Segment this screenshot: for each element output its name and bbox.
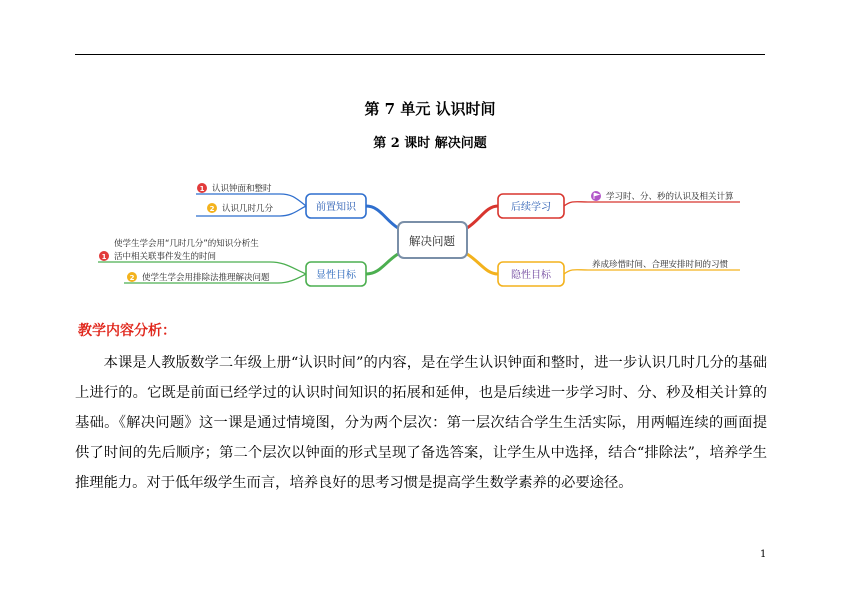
analysis-paragraph: 本课是人教版数学二年级上册“认识时间”的内容，是在学生认识钟面和整时，进一步认识几时几分的基础上进行的。它既是前面已经学过的认识时间知识的拓展和延伸，也是后续进一步学习时、分、秒及相关计算的基础。《解决问题》这一课是通过情境图，分为两个层次：第一层次结合学生生活实际，用两幅连续的画面提供了时间的先后顺序；第二个层次以钟面的形式呈现了备选答案，让学生从中选择，结合“排除法”，培养学生推理能力。对于低年级学生而言，培养良好的思考习惯是提高学生数学素养的必要途径。 bbox=[75, 355, 767, 491]
connector-prior bbox=[366, 206, 398, 228]
svg-text:1: 1 bbox=[199, 185, 205, 193]
explicit-node-label: 显性目标 bbox=[316, 270, 356, 281]
analysis-body bbox=[75, 348, 767, 498]
hidden-node-label: 隐性目标 bbox=[511, 270, 551, 281]
explicit-item-1-line-2: 活中相关联事件发生的时间 bbox=[114, 252, 217, 262]
followup-item-1: 学习时、分、秒的认识及相关计算 bbox=[606, 192, 734, 202]
hidden-item-1: 养成珍惜时间、合理安排时间的习惯 bbox=[592, 260, 729, 270]
svg-text:1: 1 bbox=[101, 253, 107, 261]
explicit-item-2: 使学生学会用排除法推理解决问题 bbox=[142, 273, 270, 283]
prior-item-1: 认识钟面和整时 bbox=[212, 184, 272, 194]
page-number: 1 bbox=[760, 549, 767, 560]
svg-text:2: 2 bbox=[129, 274, 135, 282]
connector-hidden bbox=[467, 254, 498, 274]
explicit-item-1-line-1: 使学生学会用“几时几分”的知识分析生 bbox=[114, 239, 259, 249]
connector-followup bbox=[467, 206, 498, 228]
flag-icon bbox=[591, 191, 601, 201]
lesson-subtitle: 第 2 课时 解决问题 bbox=[373, 136, 487, 151]
leaf-line-followup bbox=[564, 202, 740, 206]
analysis-heading: 教学内容分析： bbox=[78, 323, 176, 339]
connector-explicit bbox=[366, 254, 398, 274]
svg-text:2: 2 bbox=[209, 205, 215, 213]
leaf-line-hidden bbox=[564, 270, 740, 274]
prior-node-label: 前置知识 bbox=[316, 202, 356, 213]
header-rule bbox=[75, 54, 765, 55]
unit-title: 第 7 单元 认识时间 bbox=[364, 100, 496, 118]
followup-node-label: 后续学习 bbox=[511, 202, 551, 213]
center-node-label: 解决问题 bbox=[409, 234, 455, 248]
mind-map bbox=[0, 170, 860, 300]
prior-item-2: 认识几时几分 bbox=[222, 204, 274, 214]
